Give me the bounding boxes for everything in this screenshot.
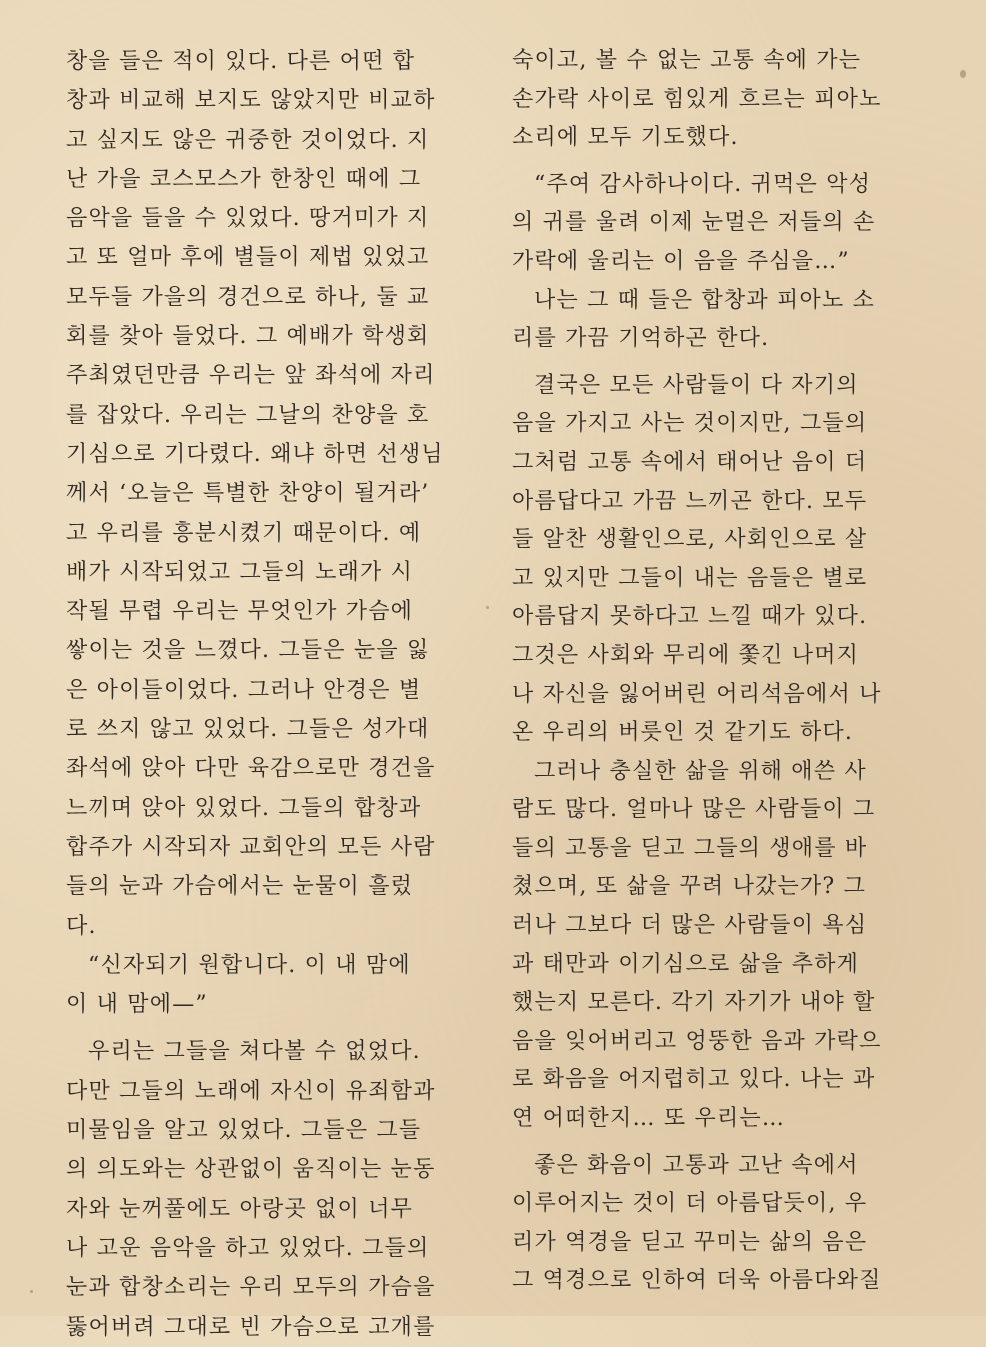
quotation <box>512 166 932 359</box>
text-line: 의 의도와는 상관없이 움직이는 눈동 <box>66 1157 436 1183</box>
text-line: 고 우리를 흥분시켰기 때문이다. 예 <box>66 520 422 546</box>
text-line: 가락에 울리는 이 음을 주심을…” <box>512 248 850 274</box>
paragraph-gap <box>512 1139 932 1147</box>
text-line: 람도 많다. 얼마나 많은 사람들이 그 <box>512 797 876 823</box>
text-line: 기심으로 기다렸다. 왜냐 하면 선생님 <box>66 441 444 467</box>
paper-speck <box>486 606 489 609</box>
text-line: 음악을 들을 수 있었다. 땅거미가 지 <box>66 206 430 232</box>
text-line: 고 또 얼마 후에 별들이 제법 있었고 <box>66 245 430 271</box>
text-line: 께서 ‘오늘은 특별한 찬양이 될거라’ <box>66 481 430 507</box>
text-line: 다. <box>66 913 97 939</box>
quotation <box>66 946 482 1025</box>
text-line: 했는지 모른다. 각기 자기가 내야 할 <box>512 990 876 1016</box>
text-line: 음을 가지고 사는 것이지만, 그들의 <box>512 411 868 437</box>
text-line: 느끼며 앉아 있었다. 그들의 합창과 <box>66 795 422 821</box>
text-line: 쌓이는 것을 느꼈다. 그들은 눈을 잃 <box>66 638 430 664</box>
right-text-column <box>512 42 932 1301</box>
text-line: 그러나 충실한 삶을 위해 애쓴 사 <box>534 758 867 784</box>
paragraph <box>512 753 932 1139</box>
text-line: 로 쓰지 않고 있었다. 그들은 성가대 <box>66 717 430 743</box>
text-line: 우리는 그들을 쳐다볼 수 없었다. <box>88 1039 421 1065</box>
text-line: 그것은 사회와 무리에 쫓긴 나머지 <box>512 642 860 668</box>
text-line: 로 화음을 어지럽히고 있다. 나는 과 <box>512 1067 876 1093</box>
text-line: 러나 그보다 더 많은 사람들이 욕심 <box>512 913 868 939</box>
text-line: 들의 고통을 딛고 그들의 생애를 바 <box>512 835 868 861</box>
text-line: 작될 무렵 우리는 무엇인가 가슴에 <box>66 599 414 625</box>
paragraph-gap <box>512 158 932 166</box>
text-line: 들의 눈과 가슴에서는 눈물이 흘렀 <box>66 874 414 900</box>
text-line: 이루어지는 것이 더 아름답듯이, 우 <box>512 1191 868 1217</box>
paragraph-gap <box>512 359 932 367</box>
text-line: 뚫어버려 그대로 빈 가슴으로 고개를 <box>66 1314 436 1340</box>
text-line: 자와 눈꺼풀에도 아랑곳 없이 너무 <box>66 1196 414 1222</box>
paper-speck <box>30 1290 33 1293</box>
text-line: 나 고운 음악을 하고 있었다. 그들의 <box>66 1235 430 1261</box>
text-line: 숙이고, 볼 수 없는 고통 속에 가는 <box>512 48 862 73</box>
text-line: 아름답다고 가끔 느끼곤 한다. 모두 <box>512 488 868 514</box>
paragraph <box>66 1032 482 1346</box>
paragraph <box>66 42 482 946</box>
paragraph <box>512 1147 932 1301</box>
paragraph <box>512 367 932 753</box>
text-line: 쳤으며, 또 삶을 꾸려 나갔는가? 그 <box>512 874 867 900</box>
text-line: 들 알찬 생활인으로, 사회인으로 살 <box>512 527 868 553</box>
text-line: 과 태만과 이기심으로 삶을 추하게 <box>512 951 860 977</box>
paper-speck <box>960 70 966 78</box>
text-line: 모두들 가을의 경건으로 하나, 둘 교 <box>66 284 430 310</box>
text-line: 소리에 모두 기도했다. <box>512 125 739 151</box>
text-line: “주여 감사하나이다. 귀먹은 악성 <box>534 171 872 197</box>
text-line: 은 아이들이었다. 그러나 안경은 별 <box>66 677 422 703</box>
text-line: 합주가 시작되자 교회안의 모든 사람 <box>66 834 436 860</box>
text-line: 연 어떠한지… 또 우리는… <box>512 1106 786 1132</box>
text-line: 주최였던만큼 우리는 앞 좌석에 자리 <box>66 363 436 389</box>
text-line: 그처럼 고통 속에서 태어난 음이 더 <box>512 449 868 475</box>
text-line: 눈과 합창소리는 우리 모두의 가슴을 <box>66 1275 436 1301</box>
text-line: 배가 시작되었고 그들의 노래가 시 <box>66 559 414 585</box>
paragraph-gap <box>66 1024 482 1032</box>
text-line: 고 있지만 그들이 내는 음들은 별로 <box>512 565 868 591</box>
text-line: 난 가을 코스모스가 한창인 때에 그 <box>66 166 422 192</box>
text-line: 아름답지 못하다고 느낄 때가 있다. <box>512 604 868 630</box>
text-line: 창을 들은 적이 있다. 다른 어떤 합 <box>66 49 416 74</box>
text-line: 의 귀를 울려 이제 눈멀은 저들의 손 <box>512 210 876 236</box>
text-line: “신자되기 원합니다. 이 내 맘에 <box>88 952 411 978</box>
text-line: 음을 잊어버리고 엉뚱한 음과 가락으 <box>512 1028 882 1054</box>
paragraph <box>512 42 932 158</box>
text-line: 미물임을 알고 있었다. 그들은 그들 <box>66 1118 422 1144</box>
text-line: 를 잡았다. 우리는 그날의 찬양을 호 <box>66 402 430 428</box>
text-line: 손가락 사이로 힘있게 흐르는 피아노 <box>512 86 882 112</box>
text-line: 결국은 모든 사람들이 다 자기의 <box>534 372 859 398</box>
text-line: 리가 역경을 딛고 꾸미는 삶의 음은 <box>512 1229 868 1255</box>
text-line: 회를 찾아 들었다. 그 예배가 학생회 <box>66 324 430 350</box>
text-line: 고 싶지도 않은 귀중한 것이었다. 지 <box>66 127 430 153</box>
text-line: 좌석에 앉아 다만 육감으로만 경건을 <box>66 756 436 782</box>
text-line: 나 자신을 잃어버린 어리석음에서 나 <box>512 681 882 707</box>
text-line: 좋은 화음이 고통과 고난 속에서 <box>534 1152 859 1178</box>
text-line: 온 우리의 버릇인 것 같기도 하다. <box>512 720 854 746</box>
left-text-column <box>66 42 482 1347</box>
text-line: 나는 그 때 들은 합창과 피아노 소 <box>534 287 876 313</box>
text-line: 리를 가끔 기억하곤 한다. <box>512 326 770 352</box>
text-line: 그 역경으로 인하여 더욱 아름다와질 <box>512 1268 882 1294</box>
text-line: 창과 비교해 보지도 않았지만 비교하 <box>66 88 436 114</box>
text-line: 다만 그들의 노래에 자신이 유죄함과 <box>66 1078 436 1104</box>
text-line: 이 내 맘에—” <box>66 992 208 1018</box>
